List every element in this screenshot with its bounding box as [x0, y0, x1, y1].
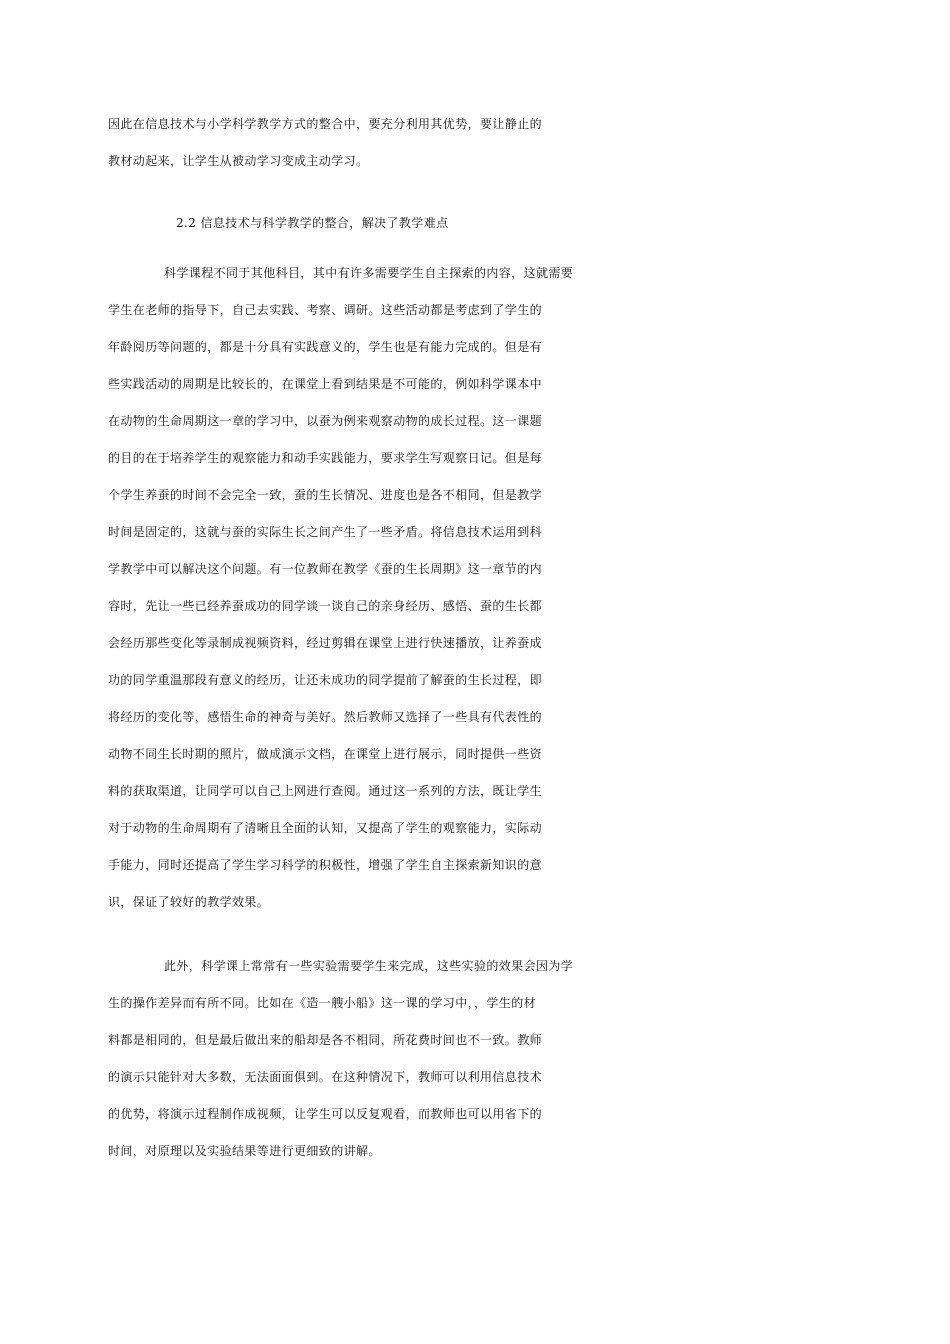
text-line: 手能力，同时还提高了学生学习科学的积极性，增强了学生自主探索新知识的意: [108, 858, 543, 872]
text-line: 动物不同生长时期的照片，做成演示文档，在课堂上进行展示，同时提供一些资: [108, 747, 543, 761]
text-line: 在动物的生命周期这一章的学习中，以蚕为例来观察动物的成长过程。这一课题: [108, 414, 543, 428]
text-line: 识，保证了较好的教学效果。: [108, 895, 270, 909]
text-line: 教材动起来，让学生从被动学习变成主动学习。: [108, 154, 369, 168]
section-heading: 2.2 信息技术与科学教学的整合，解决了教学难点: [176, 216, 449, 230]
text-line: 此外，科学课上常常有一些实验需要学生来完成，这些实验的效果会因为学: [164, 959, 574, 973]
text-line: 些实践活动的周期是比较长的，在课堂上看到结果是不可能的，例如科学课本中: [108, 377, 543, 391]
text-line: 时间是固定的，这就与蚕的实际生长之间产生了一些矛盾。将信息技术运用到科: [108, 525, 543, 539]
text-line: 生的操作差异而有所不同。比如在《造一艘小船》这一课的学习中，，学生的材: [108, 996, 537, 1010]
text-line: 料都是相同的，但是最后做出来的船却是各不相同，所花费时间也不一致。教师: [108, 1033, 543, 1047]
text-line: 年龄阅历等问题的，都是十分具有实践意义的，学生也是有能力完成的。但是有: [108, 340, 543, 354]
text-line: 因此在信息技术与小学科学教学方式的整合中，要充分利用其优势，要让静止的: [108, 117, 543, 131]
text-line: 会经历那些变化等录制成视频资料，经过剪辑在课堂上进行快速播放，让养蚕成: [108, 636, 543, 650]
text-line: 容时，先让一些已经养蚕成功的同学谈一谈自己的亲身经历、感悟、蚕的生长都: [108, 599, 543, 613]
text-line: 学生在老师的指导下，自己去实践、考察、调研。这些活动都是考虑到了学生的: [108, 303, 543, 317]
text-line: 料的获取渠道，让同学可以自己上网进行查阅。通过这一系列的方法，既让学生: [108, 784, 543, 798]
text-line: 个学生养蚕的时间不会完全一致，蚕的生长情况、进度也是各不相同，但是教学: [108, 488, 543, 502]
text-line: 将经历的变化等，感悟生命的神奇与美好。然后教师又选择了一些具有代表性的: [108, 710, 543, 724]
text-line: 的优势，将演示过程制作成视频，让学生可以反复观看，而教师也可以用省下的: [108, 1107, 543, 1121]
text-line: 的目的在于培养学生的观察能力和动手实践能力，要求学生写观察日记。但是每: [108, 451, 543, 465]
text-line: 科学课程不同于其他科目，其中有许多需要学生自主探索的内容，这就需要: [164, 266, 574, 280]
text-line: 时间，对原理以及实验结果等进行更细致的讲解。: [108, 1144, 381, 1158]
text-line: 的演示只能针对大多数，无法面面俱到。在这种情况下，教师可以利用信息技术: [108, 1070, 543, 1084]
text-line: 功的同学重温那段有意义的经历，让还未成功的同学提前了解蚕的生长过程，即: [108, 673, 543, 687]
text-line: 学教学中可以解决这个问题。有一位教师在教学《蚕的生长周期》这一章节的内: [108, 562, 543, 576]
text-line: 对于动物的生命周期有了清晰且全面的认知，又提高了学生的观察能力，实际动: [108, 821, 543, 835]
